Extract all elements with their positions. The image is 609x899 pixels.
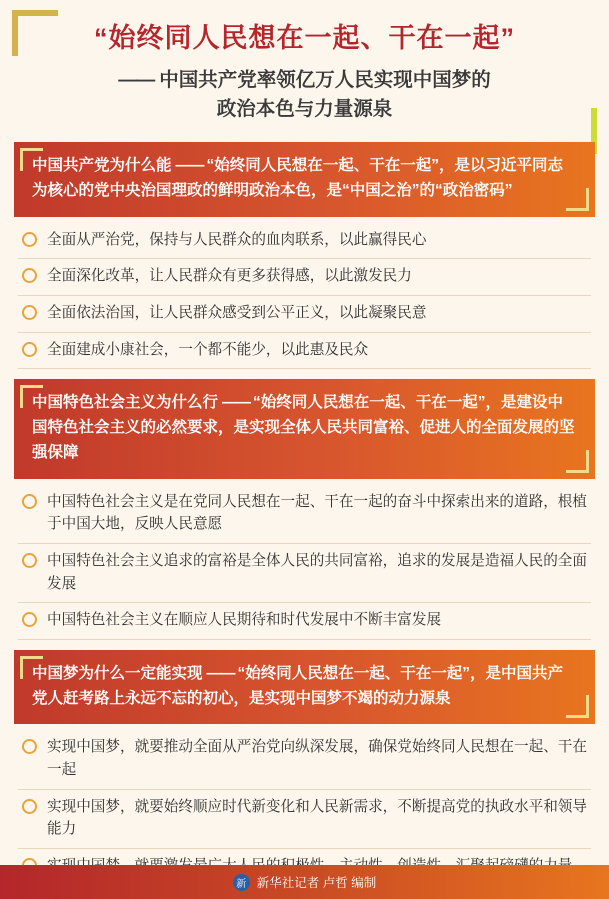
poster-footer xyxy=(0,865,609,899)
banner-text-3: “始终同人民想在一起、干在一起”，是中国共产党人赶考路上永远不忘的初心，是实现中国梦不竭的动力源泉 xyxy=(32,664,564,707)
banner-dash-2: —— xyxy=(222,394,250,412)
banner-lead-3: 中国梦为什么一定能实现 xyxy=(32,664,203,682)
section-banner-2 xyxy=(14,379,595,478)
section-list-3 xyxy=(18,730,591,885)
banner-lead-2: 中国特色社会主义为什么行 xyxy=(32,394,219,412)
list-item xyxy=(18,485,591,544)
section-banner-1 xyxy=(14,142,595,217)
page-title: “始终同人民想在一起、干在一起” xyxy=(94,23,515,53)
subtitle-dash: —— xyxy=(118,68,154,91)
list-item xyxy=(18,730,591,789)
list-item xyxy=(18,296,591,333)
bullet-icon xyxy=(22,342,37,357)
poster-header xyxy=(0,0,609,132)
page-subtitle-line-2: 政治本色与力量源泉 xyxy=(216,98,393,120)
xinhua-logo-icon: 新 xyxy=(233,874,250,891)
page-subtitle-line-1 xyxy=(58,66,551,95)
bullet-icon xyxy=(22,305,37,320)
list-item-text: 全面深化改革，让人民群众有更多获得感，以此激发民力 xyxy=(47,268,412,285)
banner-lead-1: 中国共产党为什么能 xyxy=(32,157,172,175)
banner-corner-top-left-1 xyxy=(20,148,43,171)
section-banner-3 xyxy=(14,650,595,725)
list-item-text: 中国特色社会主义是在党同人民想在一起、干在一起的奋斗中探索出来的道路，根植于中国大地，反映人民意愿 xyxy=(47,493,587,533)
banner-corner-bottom-right-3 xyxy=(566,695,589,718)
banner-text-1: “始终同人民想在一起、干在一起”，是以习近平同志为核心的党中央治国理政的鲜明政治本色，是“中国之治”的“政治密码” xyxy=(32,157,564,200)
list-item-text: 全面依法治国，让人民群众感受到公平正义，以此凝聚民意 xyxy=(47,305,427,322)
bullet-icon xyxy=(22,612,37,627)
list-item xyxy=(18,603,591,640)
bullet-icon xyxy=(22,739,37,754)
list-item xyxy=(18,259,591,296)
banner-dash-3: —— xyxy=(206,664,234,682)
list-item-text: 全面建成小康社会，一个都不能少，以此惠及民众 xyxy=(47,341,369,358)
bullet-icon xyxy=(22,553,37,568)
decorative-corner-top-left xyxy=(12,10,58,56)
list-item xyxy=(18,544,591,603)
list-item-text: 全面从严治党，保持与人民群众的血肉联系，以此赢得民心 xyxy=(47,231,427,248)
subtitle-text-1: 中国共产党率领亿万人民实现中国梦的 xyxy=(159,68,491,91)
list-item xyxy=(18,223,591,260)
list-item-text: 中国特色社会主义追求的富裕是全体人民的共同富裕，追求的发展是造福人民的全面发展 xyxy=(47,552,587,592)
list-item-text: 实现中国梦，就要始终顺应时代新变化和人民新需求，不断提高党的执政水平和领导能力 xyxy=(47,798,587,838)
bullet-icon xyxy=(22,268,37,283)
banner-corner-bottom-right-1 xyxy=(566,188,589,211)
list-item-text: 中国特色社会主义在顺应人民期待和时代发展中不断丰富发展 xyxy=(47,612,442,629)
section-list-2 xyxy=(18,485,591,640)
banner-dash-1: —— xyxy=(175,157,203,175)
bullet-icon xyxy=(22,799,37,814)
section-list-1 xyxy=(18,223,591,369)
bullet-icon xyxy=(22,232,37,247)
banner-corner-bottom-right-2 xyxy=(566,450,589,473)
bullet-icon xyxy=(22,494,37,509)
list-item xyxy=(18,333,591,370)
page-subtitle xyxy=(28,66,581,125)
footer-credit: 新华社记者 卢哲 编制 xyxy=(256,876,377,890)
banner-corner-top-left-3 xyxy=(20,656,43,679)
list-item-text: 实现中国梦，就要推动全面从严治党向纵深发展，确保党始终同人民想在一起、干在一起 xyxy=(47,739,587,778)
list-item xyxy=(18,790,591,849)
banner-text-2: “始终同人民想在一起、干在一起”，是建设中国特色社会主义的必然要求，是实现全体人民共同富裕、促进人的全面发展的坚强保障 xyxy=(32,394,575,461)
banner-corner-top-left-2 xyxy=(20,385,43,408)
